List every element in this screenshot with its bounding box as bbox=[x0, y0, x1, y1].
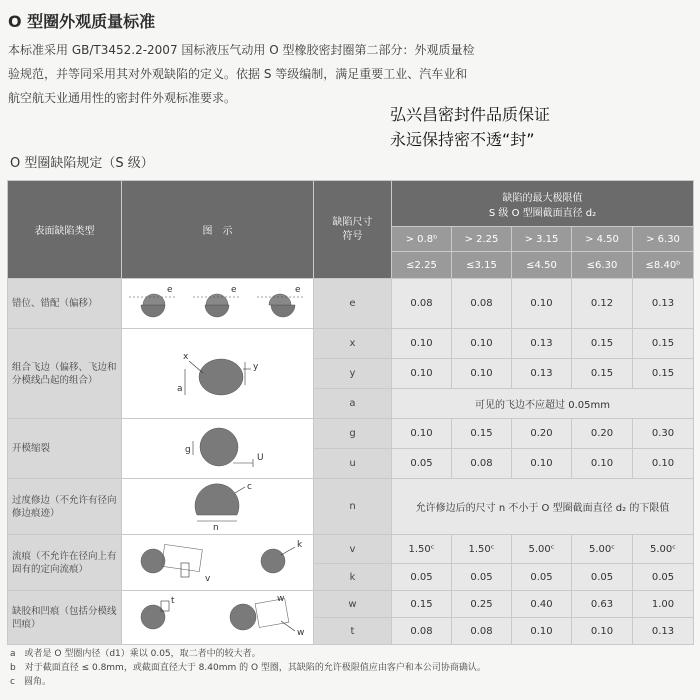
slogan-line-1: 弘兴昌密封件品质保证 bbox=[390, 105, 551, 124]
range-low: > 4.50 bbox=[572, 227, 633, 252]
label-w: w bbox=[276, 594, 284, 604]
label-c: c bbox=[246, 482, 252, 492]
symbol-y: y bbox=[314, 359, 392, 389]
value-cell: 0.15 bbox=[572, 359, 633, 389]
value-cell: 0.10 bbox=[572, 618, 633, 645]
value-cell: 1.50ᶜ bbox=[392, 535, 452, 564]
intro-paragraph bbox=[8, 38, 688, 110]
table-row bbox=[8, 419, 694, 449]
footnotes bbox=[10, 647, 690, 689]
value-cell: 0.20 bbox=[512, 419, 572, 449]
label-k: k bbox=[296, 540, 302, 550]
range-low: > 6.30 bbox=[633, 227, 694, 252]
range-low: > 0.8ᵇ bbox=[392, 227, 452, 252]
symbol-a: a bbox=[314, 389, 392, 419]
footnote: c 圆角。 bbox=[10, 677, 51, 687]
value-cell: 0.05 bbox=[512, 564, 572, 591]
label-x: x bbox=[182, 352, 188, 362]
label-a: a bbox=[176, 384, 183, 394]
symbol-u: u bbox=[314, 449, 392, 479]
value-cell: 0.08 bbox=[392, 279, 452, 329]
figure-flash bbox=[122, 329, 314, 419]
label-t: t bbox=[170, 596, 175, 606]
label-n: n bbox=[212, 523, 219, 531]
value-cell: 5.00ᶜ bbox=[572, 535, 633, 564]
label-e: e bbox=[294, 285, 301, 295]
value-cell: 5.00ᶜ bbox=[512, 535, 572, 564]
merged-note-n: 允许修边后的尺寸 n 不小于 O 型圈截面直径 d₂ 的下限值 bbox=[392, 479, 694, 535]
range-low: > 2.25 bbox=[452, 227, 512, 252]
value-cell: 0.08 bbox=[452, 449, 512, 479]
value-cell: 0.15 bbox=[392, 591, 452, 618]
value-cell: 0.08 bbox=[392, 618, 452, 645]
merged-note-a: 可见的飞边不应超过 0.05mm bbox=[392, 389, 694, 419]
category-offset: 错位、错配（偏移） bbox=[8, 279, 122, 329]
split-diagram-icon bbox=[123, 419, 313, 475]
section-label: O 型圈缺陷规定（S 级） bbox=[10, 156, 154, 171]
header-figure: 图 示 bbox=[122, 181, 314, 279]
category-flash: 组合飞边（偏移、飞边和分模线凸起的组合） bbox=[8, 329, 122, 419]
header-defect-type: 表面缺陷类型 bbox=[8, 181, 122, 279]
label-g: g bbox=[184, 445, 191, 455]
value-cell: 0.13 bbox=[633, 279, 694, 329]
value-cell: 0.10 bbox=[512, 279, 572, 329]
value-cell: 0.25 bbox=[452, 591, 512, 618]
symbol-k: k bbox=[314, 564, 392, 591]
page-title: O 型圈外观质量标准 bbox=[8, 12, 156, 31]
figure-split bbox=[122, 419, 314, 479]
value-cell: 0.10 bbox=[392, 359, 452, 389]
category-trim: 过度修边（不允许有径向修边痕迹） bbox=[8, 479, 122, 535]
range-low: > 3.15 bbox=[512, 227, 572, 252]
header-max-title: 缺陷的最大极限值 bbox=[502, 192, 583, 204]
header-symbol: 缺陷尺寸 符号 bbox=[314, 181, 392, 279]
quality-slogan bbox=[390, 102, 550, 152]
intro-line: 本标准采用 GB/T3452.2-2007 国标液压气动用 O 型橡胶密封圈第二部分：外观质量检 bbox=[8, 43, 475, 57]
footnote: b 对于截面直径 ≤ 0.8mm，或截面直径大于 8.40mm 的 O 型圈，其缺陷的允许极限值应由客户和本公司协商确认。 bbox=[10, 663, 486, 673]
value-cell: 0.15 bbox=[572, 329, 633, 359]
value-cell: 0.05 bbox=[452, 564, 512, 591]
value-cell: 0.10 bbox=[512, 618, 572, 645]
category-pits: 缺胶和凹痕（包括分模线凹痕） bbox=[8, 591, 122, 645]
slogan-line-2: 永远保持密不透“封” bbox=[390, 130, 535, 149]
header-max-limit bbox=[392, 181, 694, 227]
value-cell: 0.20 bbox=[572, 419, 633, 449]
offset-diagram-icon bbox=[123, 279, 313, 325]
symbol-v: v bbox=[314, 535, 392, 564]
flash-diagram-icon bbox=[123, 329, 313, 415]
range-high: ≤3.15 bbox=[452, 252, 512, 279]
value-cell: 0.30 bbox=[633, 419, 694, 449]
value-cell: 1.00 bbox=[633, 591, 694, 618]
value-cell: 0.10 bbox=[452, 359, 512, 389]
value-cell: 5.00ᶜ bbox=[633, 535, 694, 564]
footnote: a 或者是 O 型圈内径（d1）乘以 0.05，取二者中的较大者。 bbox=[10, 649, 261, 659]
figure-trim bbox=[122, 479, 314, 535]
value-cell: 0.10 bbox=[633, 449, 694, 479]
symbol-w: w bbox=[314, 591, 392, 618]
table-row bbox=[8, 329, 694, 359]
symbol-g: g bbox=[314, 419, 392, 449]
value-cell: 0.10 bbox=[392, 419, 452, 449]
value-cell: 0.10 bbox=[512, 449, 572, 479]
value-cell: 0.15 bbox=[452, 419, 512, 449]
label-u: U bbox=[256, 453, 264, 463]
value-cell: 0.10 bbox=[452, 329, 512, 359]
trim-diagram-icon bbox=[123, 479, 313, 531]
figure-flow bbox=[122, 535, 314, 591]
label-y: y bbox=[252, 362, 258, 372]
intro-line: 验规范，并等同采用其对外观缺陷的定义。依据 S 等级编制，满足重要工业、汽车业和 bbox=[8, 67, 468, 81]
flow-diagram-icon bbox=[123, 535, 313, 587]
value-cell: 0.05 bbox=[572, 564, 633, 591]
value-cell: 0.13 bbox=[512, 329, 572, 359]
range-high: ≤8.40ᵇ bbox=[633, 252, 694, 279]
defect-spec-table bbox=[7, 180, 694, 645]
symbol-t: t bbox=[314, 618, 392, 645]
range-high: ≤2.25 bbox=[392, 252, 452, 279]
value-cell: 0.05 bbox=[392, 564, 452, 591]
label-e: e bbox=[166, 285, 173, 295]
range-high: ≤6.30 bbox=[572, 252, 633, 279]
figure-offset bbox=[122, 279, 314, 329]
value-cell: 0.08 bbox=[452, 618, 512, 645]
header-max-sub: S 级 O 型圈截面直径 d₂ bbox=[488, 207, 597, 219]
value-cell: 0.40 bbox=[512, 591, 572, 618]
value-cell: 0.15 bbox=[633, 329, 694, 359]
range-high: ≤4.50 bbox=[512, 252, 572, 279]
value-cell: 0.63 bbox=[572, 591, 633, 618]
symbol-x: x bbox=[314, 329, 392, 359]
value-cell: 0.13 bbox=[512, 359, 572, 389]
value-cell: 0.05 bbox=[633, 564, 694, 591]
value-cell: 0.10 bbox=[392, 329, 452, 359]
value-cell: 0.12 bbox=[572, 279, 633, 329]
value-cell: 0.05 bbox=[392, 449, 452, 479]
figure-pits bbox=[122, 591, 314, 645]
table-row bbox=[8, 479, 694, 535]
value-cell: 0.08 bbox=[452, 279, 512, 329]
category-flow: 流痕（不允许在径向上有固有的定向流痕） bbox=[8, 535, 122, 591]
table-row bbox=[8, 535, 694, 564]
label-e: e bbox=[230, 285, 237, 295]
label-w: w bbox=[296, 628, 304, 638]
value-cell: 1.50ᶜ bbox=[452, 535, 512, 564]
category-split: 开模缩裂 bbox=[8, 419, 122, 479]
table-row bbox=[8, 591, 694, 618]
value-cell: 0.10 bbox=[572, 449, 633, 479]
pits-diagram-icon bbox=[123, 591, 313, 641]
intro-line: 航空航天业通用性的密封件外观标准要求。 bbox=[8, 91, 237, 105]
symbol-n: n bbox=[314, 479, 392, 535]
value-cell: 0.13 bbox=[633, 618, 694, 645]
symbol-e: e bbox=[314, 279, 392, 329]
label-v: v bbox=[204, 574, 210, 584]
table-row bbox=[8, 279, 694, 329]
value-cell: 0.15 bbox=[633, 359, 694, 389]
